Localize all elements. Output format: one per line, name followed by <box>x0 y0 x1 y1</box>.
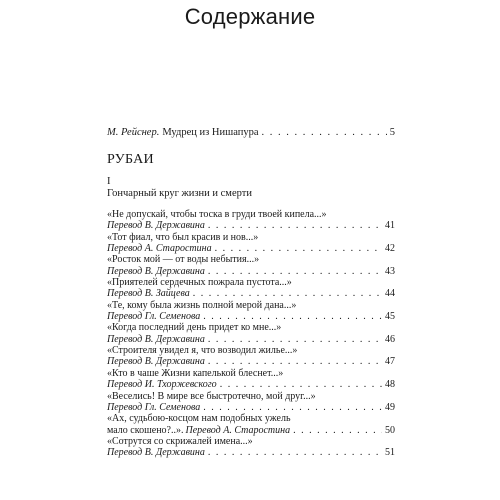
toc-entry <box>107 322 395 345</box>
poem-first-line: «Росток мой — от воды небытия...» <box>107 254 260 266</box>
translator-name: Перевод Гл. Семенова <box>107 401 201 413</box>
page-number: 50 <box>385 424 395 436</box>
translator-row <box>107 243 395 254</box>
page-number: 51 <box>385 447 395 459</box>
toc-entry <box>107 413 395 436</box>
toc-entry <box>107 209 395 232</box>
toc-entry <box>107 436 395 459</box>
dot-leader <box>208 266 382 277</box>
translator-row <box>107 311 395 322</box>
translator-row <box>107 447 395 458</box>
translator-row <box>107 379 395 390</box>
dot-leader <box>208 447 382 458</box>
page-title: Содержание <box>184 4 316 29</box>
poem-first-line: «Строителя увидел я, что возводил жилье...» <box>107 345 298 357</box>
translator-name: Перевод А. Старостина <box>185 424 291 436</box>
page-number: 43 <box>385 265 395 277</box>
intro-author: М. Рейснер. <box>107 127 160 138</box>
toc-entry <box>107 300 395 323</box>
dot-leader <box>262 126 387 139</box>
translator-row <box>107 356 395 367</box>
toc-entry <box>107 277 395 300</box>
translator-row <box>107 402 395 413</box>
poem-first-line: «Те, кому была жизнь полной мерой дана...» <box>107 299 297 311</box>
page-number: 46 <box>385 333 395 345</box>
dot-leader <box>220 379 382 390</box>
poem-first-line: «Сотрутся со скрижалей имена...» <box>107 435 253 447</box>
chapter-number: I <box>107 176 111 187</box>
poem-first-line: «Приятелей сердечных пожрала пустота...» <box>107 277 292 289</box>
page-number: 41 <box>385 220 395 232</box>
translator-name: Перевод Гл. Семенова <box>107 311 201 323</box>
page-number: 47 <box>385 356 395 368</box>
poem-first-line: «Тот фиал, что был красив и нов...» <box>107 231 259 243</box>
toc-entry <box>107 232 395 255</box>
translator-row <box>107 220 395 231</box>
dot-leader <box>208 220 382 231</box>
poem-first-line: «Кто в чаше Жизни капелькой блеснет...» <box>107 367 284 379</box>
toc-entry <box>107 345 395 368</box>
dot-leader <box>208 356 382 367</box>
poem-first-line: «Ах, судьбою-косцом нам подобных ужель <box>107 413 291 425</box>
translator-row <box>107 425 395 436</box>
translator-name: Перевод А. Старостина <box>107 243 212 255</box>
toc-entry <box>107 368 395 391</box>
translator-name: Перевод В. Державина <box>107 265 205 277</box>
translator-name: Перевод В. Державина <box>107 447 205 459</box>
dot-leader <box>193 288 382 299</box>
intro-entry <box>107 126 395 139</box>
page-number: 49 <box>385 401 395 413</box>
poem-line-continuation: мало скошено?..». <box>107 424 184 436</box>
dot-leader <box>208 334 382 345</box>
translator-row <box>107 288 395 299</box>
section-heading: РУБАИ <box>107 152 154 167</box>
dot-leader <box>203 311 382 322</box>
toc-entry <box>107 254 395 277</box>
translator-row <box>107 334 395 345</box>
dot-leader <box>293 425 382 436</box>
poem-first-line: «Не допускай, чтобы тоска в груди твоей кипела...» <box>107 209 327 220</box>
translator-name: Перевод И. Тхоржевского <box>107 379 217 391</box>
page-number: 42 <box>385 243 395 255</box>
poem-first-line: «Веселись! В мире все быстротечно, мой друг...» <box>107 390 316 402</box>
toc-list <box>107 209 395 459</box>
poem-line-continuation-wrap <box>107 425 290 436</box>
dot-leader <box>203 402 382 413</box>
toc-entry <box>107 391 395 414</box>
page-number: 45 <box>385 311 395 323</box>
translator-name: Перевод В. Державина <box>107 333 205 345</box>
translator-name: Перевод В. Державина <box>107 220 205 232</box>
poem-first-line: «Когда последний день придет ко мне...» <box>107 322 282 334</box>
page-number: 44 <box>385 288 395 300</box>
dot-leader <box>215 243 382 254</box>
page-number: 48 <box>385 379 395 391</box>
translator-name: Перевод В. Зайцева <box>107 288 190 300</box>
intro-title: Мудрец из Нишапура <box>162 127 259 138</box>
intro-page-number: 5 <box>389 127 395 138</box>
chapter-title: Гончарный круг жизни и смерти <box>107 188 252 199</box>
translator-row <box>107 266 395 277</box>
translator-name: Перевод В. Державина <box>107 356 205 368</box>
